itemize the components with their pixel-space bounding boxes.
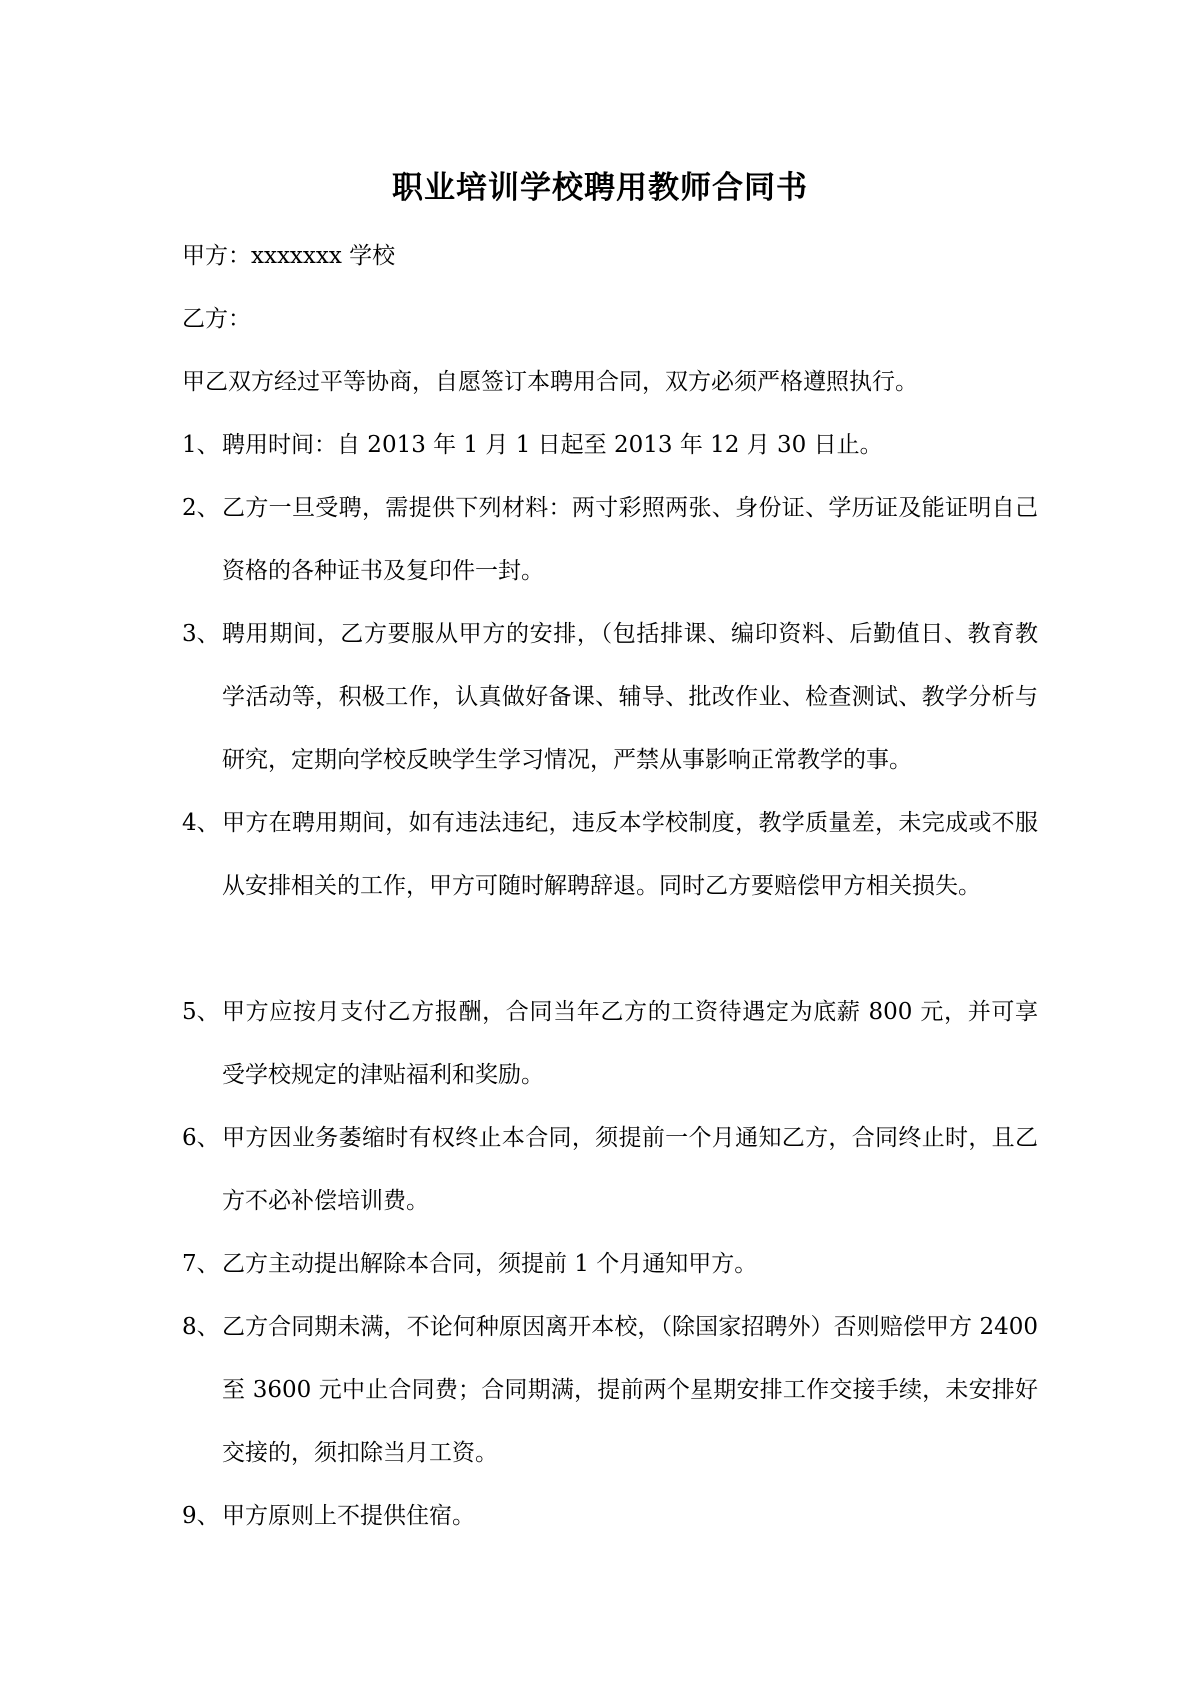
clause-number: 9、	[182, 1503, 220, 1529]
clause-number: 6、	[182, 1125, 220, 1151]
clause-text: 甲方应按月支付乙方报酬，合同当年乙方的工资待遇定为底薪 800 元，并可享受学校规定的津贴福利和奖励。	[222, 999, 1038, 1088]
clause-text: 乙方主动提出解除本合同，须提前 1 个月通知甲方。	[222, 1251, 758, 1277]
clause-text: 甲方原则上不提供住宿。	[222, 1503, 475, 1529]
clause-number: 1、	[182, 432, 220, 458]
clause-number: 7、	[182, 1251, 220, 1277]
clause-number: 8、	[182, 1314, 220, 1340]
clause-number: 5、	[182, 999, 220, 1025]
clause-text: 乙方合同期未满，不论何种原因离开本校，（除国家招聘外）否则赔偿甲方 2400 至 3600 元中止合同费；合同期满，提前两个星期安排工作交接手续，未安排好交接的，须扣除当月工资。	[222, 1314, 1038, 1466]
document-title: 职业培训学校聘用教师合同书	[392, 170, 808, 206]
clause-number: 3、	[182, 621, 220, 647]
clause-number: 4、	[182, 810, 220, 836]
clause-text: 甲方因业务萎缩时有权终止本合同，须提前一个月通知乙方，合同终止时，且乙方不必补偿培训费。	[222, 1125, 1038, 1214]
preamble: 甲乙双方经过平等协商，自愿签订本聘用合同，双方必须严格遵照执行。	[182, 369, 918, 395]
party-b-line: 乙方：	[182, 306, 251, 332]
clause-text: 甲方在聘用期间，如有违法违纪，违反本学校制度，教学质量差，未完成或不服从安排相关的工作，甲方可随时解聘辞退。同时乙方要赔偿甲方相关损失。	[222, 810, 1038, 899]
clause-text: 聘用期间，乙方要服从甲方的安排，（包括排课、编印资料、后勤值日、教育教学活动等，积极工作，认真做好备课、辅导、批改作业、检查测试、教学分析与研究，定期向学校反映学生学习情况，严禁从事影响正常教学的事。	[222, 621, 1038, 773]
party-a-line: 甲方：xxxxxxx 学校	[182, 243, 396, 269]
clause-text: 聘用时间：自 2013 年 1 月 1 日起至 2013 年 12 月 30 日止。	[222, 432, 883, 458]
clause-text: 乙方一旦受聘，需提供下列材料：两寸彩照两张、身份证、学历证及能证明自己资格的各种证书及复印件一封。	[222, 495, 1038, 584]
clause-number: 2、	[182, 495, 220, 521]
